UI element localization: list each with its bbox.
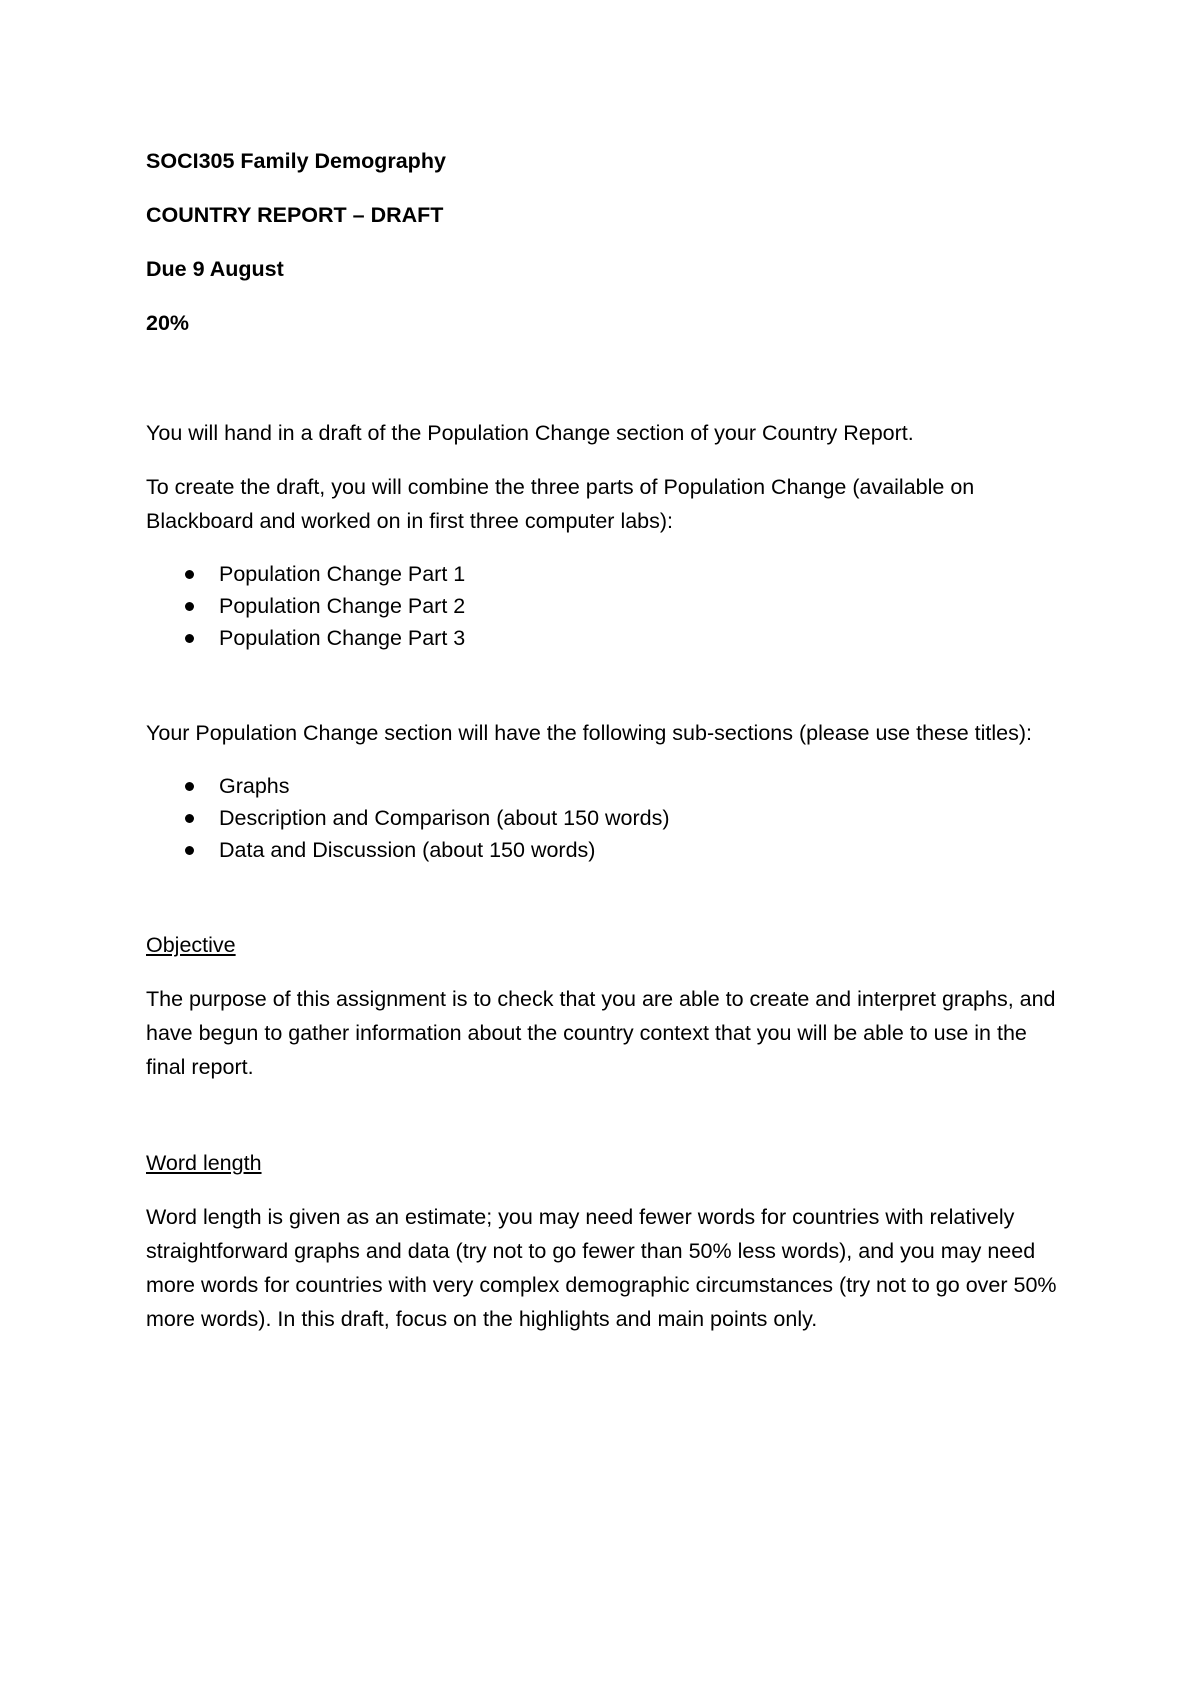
list-item (146, 558, 1066, 590)
subsections-list (146, 770, 1066, 866)
list-item-text: Graphs (219, 774, 290, 798)
objective-text: The purpose of this assignment is to check that you are able to create and interpret graphs, and have begun to gather information about the country context that you will be able to use in the final report. (146, 987, 1056, 1079)
objective-heading: Objective (146, 933, 236, 957)
intro-paragraph-2: To create the draft, you will combine the three parts of Population Change (available on Blackboard and worked on in first three computer labs): (146, 475, 975, 533)
subsections-paragraph: Your Population Change section will have the following sub-sections (please use these titles): (146, 721, 1033, 745)
list-item (146, 590, 1066, 622)
report-title: COUNTRY REPORT – DRAFT (146, 203, 444, 227)
parts-list (146, 558, 1066, 654)
bullet-icon (185, 634, 194, 643)
due-date: Due 9 August (146, 257, 284, 281)
course-title: SOCI305 Family Demography (146, 149, 446, 173)
bullet-icon (185, 814, 194, 823)
list-item (146, 834, 1066, 866)
bullet-icon (185, 570, 194, 579)
list-item-text: Description and Comparison (about 150 words) (219, 806, 670, 830)
list-item (146, 622, 1066, 654)
bullet-icon (185, 602, 194, 611)
list-item-text: Data and Discussion (about 150 words) (219, 838, 596, 862)
weight: 20% (146, 311, 190, 335)
intro-paragraph-1: You will hand in a draft of the Population Change section of your Country Report. (146, 421, 914, 445)
document-body (146, 144, 1066, 1356)
list-item-text: Population Change Part 3 (219, 626, 466, 650)
list-item (146, 770, 1066, 802)
bullet-icon (185, 846, 194, 855)
list-item-text: Population Change Part 2 (219, 594, 466, 618)
list-item (146, 802, 1066, 834)
bullet-icon (185, 782, 194, 791)
word-length-text: Word length is given as an estimate; you may need fewer words for countries with relatively straightforward graphs and data (try not to go fewer than 50% less words), and you may need more words for countries with very complex demographic circumstances (try not to go over 50% more words). In this draft, focus on the highlights and main points only. (146, 1205, 1057, 1331)
word-length-heading: Word length (146, 1151, 262, 1175)
list-item-text: Population Change Part 1 (219, 562, 466, 586)
